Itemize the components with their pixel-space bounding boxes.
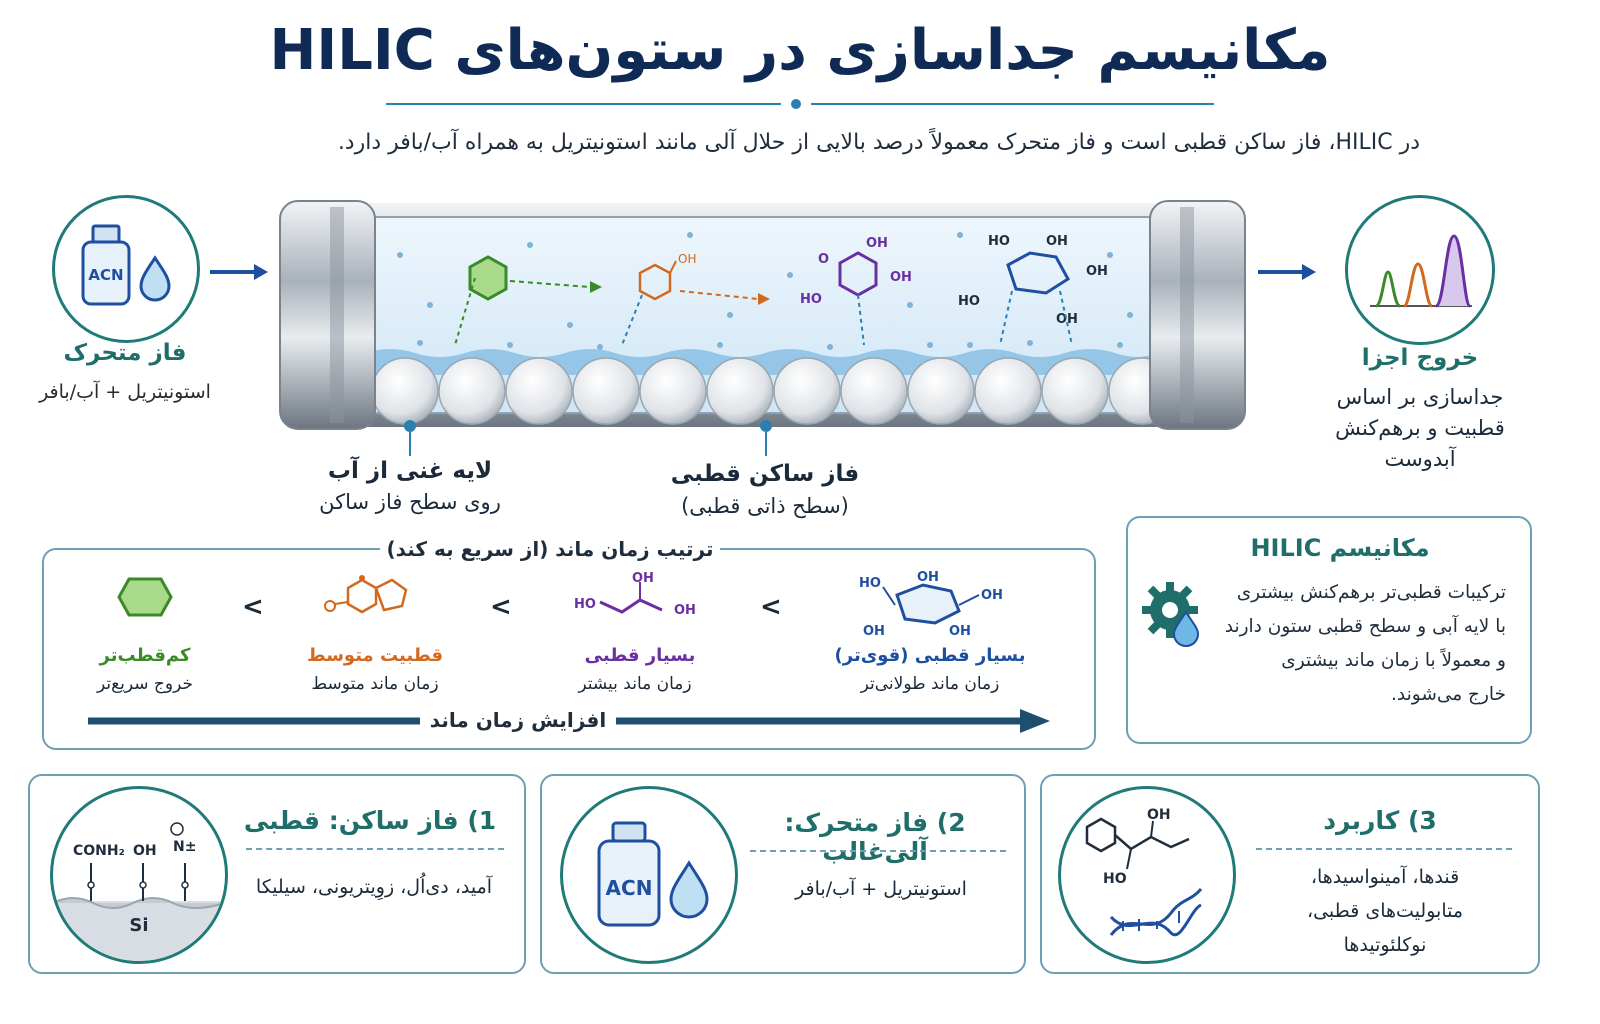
water-bubble [397, 252, 403, 258]
svg-text:OH: OH [981, 588, 1003, 603]
svg-text:HO: HO [958, 294, 980, 309]
svg-text:ACN: ACN [605, 876, 653, 900]
water-bubble [957, 232, 963, 238]
retention-increase-label: افزایش زمان ماند [429, 708, 607, 732]
svg-text:OH: OH [917, 570, 939, 585]
order-separator: < [490, 592, 512, 622]
stationary-bead [975, 358, 1041, 424]
svg-text:OH: OH [890, 270, 912, 285]
stationary-surface-icon-circle [50, 786, 228, 964]
stationary-bead [707, 358, 773, 424]
water-bubble [787, 272, 793, 278]
water-bubble [1027, 340, 1033, 346]
stationary-bead [908, 358, 974, 424]
output-desc-line: قطبیت و برهم‌کنش [1335, 416, 1505, 440]
mechanism-line: و معمولاً با زمان ماند بیشتری [1281, 650, 1506, 671]
svg-text:OH: OH [863, 624, 885, 639]
acn-bottle-icon [55, 198, 197, 340]
stationary-phase-pin [758, 418, 774, 462]
page-title: مکانیسم جداسازی در ستون‌های HILIC [269, 18, 1331, 83]
water-bubble [727, 312, 733, 318]
water-layer-title: لایه غنی از آب [327, 458, 493, 484]
svg-text:O: O [818, 252, 830, 267]
card-2-title: 2) فاز متحرک: آلی‌غالب [784, 808, 966, 866]
card-3-divider [1256, 848, 1512, 850]
svg-text:OH: OH [133, 843, 157, 859]
molecule-dna-icon [1061, 789, 1233, 961]
acn-label: ACN [88, 266, 124, 284]
order-item-desc: زمان ماند طولانی‌تر [860, 674, 1000, 694]
chromatogram-icon [1348, 198, 1492, 342]
svg-text:HO: HO [800, 292, 822, 307]
svg-text:OH: OH [674, 603, 696, 618]
water-layer-pin [402, 418, 418, 462]
svg-text:OH: OH [1046, 234, 1068, 249]
svg-text:Si: Si [129, 915, 149, 936]
water-layer-desc: روی سطح فاز ساکن [319, 490, 501, 514]
card-3-desc-line: قندها، آمینواسیدها، [1310, 866, 1460, 888]
retention-order-title: ترتیب زمان ماند (از سریع به کند) [380, 537, 720, 561]
output-desc-line: جداسازی بر اساس [1336, 385, 1504, 409]
page-subtitle: در HILIC، فاز ساکن قطبی است و فاز متحرک معمولاً درصد بالایی از حلال آلی مانند استونیتریل به همراه آب/بافر دارد. [337, 130, 1420, 155]
svg-text:HO: HO [988, 234, 1010, 249]
mechanism-title: مکانیسم HILIC [1250, 534, 1430, 562]
svg-text:HO: HO [859, 576, 881, 591]
output-arrow [1258, 262, 1318, 286]
stationary-bead [573, 358, 639, 424]
mechanism-line: خارج می‌شوند. [1391, 684, 1506, 705]
water-bubble [527, 242, 533, 248]
svg-text:HO: HO [574, 597, 596, 612]
water-bubble [427, 302, 433, 308]
card-3-title: 3) کاربرد [1323, 806, 1437, 835]
card-2-divider [750, 850, 1006, 852]
svg-text:OH: OH [1147, 807, 1171, 823]
mobile-phase-desc: استونیتریل + آب/بافر [39, 381, 211, 403]
mobile-phase-title: فاز متحرک [63, 340, 187, 366]
water-bubble [417, 340, 423, 346]
svg-text:OH: OH [949, 624, 971, 639]
card-1-title: 1) فاز ساکن: قطبی [243, 806, 497, 835]
order-separator: < [760, 592, 782, 622]
mechanism-line: با لایه آبی و سطح قطبی ستون دارند [1224, 616, 1506, 637]
stationary-bead [506, 358, 572, 424]
water-bubble [597, 344, 603, 350]
svg-text:OH: OH [1056, 312, 1078, 327]
water-bubble [507, 342, 513, 348]
water-bubble [827, 344, 833, 350]
svg-text:CONH₂: CONH₂ [73, 843, 125, 859]
order-item-title: کم‌قطب‌تر [99, 645, 191, 666]
svg-text:OH: OH [632, 571, 654, 586]
very-polar-strong-molecule-icon [855, 565, 1035, 649]
mobile-phase-card-icon-circle [560, 786, 738, 964]
order-item-desc: خروج سریع‌تر [97, 674, 193, 694]
water-bubble [1117, 342, 1123, 348]
card-1-divider [246, 848, 504, 850]
water-bubble [687, 232, 693, 238]
order-separator: < [242, 592, 264, 622]
water-bubble [967, 342, 973, 348]
water-bubble [1127, 312, 1133, 318]
stationary-bead [439, 358, 505, 424]
svg-text:HO: HO [1103, 871, 1127, 887]
stationary-bead [1042, 358, 1108, 424]
order-item-title: بسیار قطبی [584, 645, 696, 666]
card-3-desc [1250, 860, 1520, 962]
silica-surface-icon [53, 789, 225, 961]
stationary-bead [841, 358, 907, 424]
water-bubble [907, 302, 913, 308]
svg-text:N±: N± [173, 839, 197, 855]
output-desc [1300, 382, 1540, 475]
stationary-bead [640, 358, 706, 424]
gear-water-drop-icon [1140, 578, 1210, 654]
mobile-phase-icon-circle [52, 195, 200, 343]
chromatogram-icon-circle [1345, 195, 1495, 345]
stationary-phase-title: فاز ساکن قطبی [670, 461, 860, 487]
svg-text:OH: OH [1086, 264, 1108, 279]
card-3-desc-line: متابولیت‌های قطبی، [1306, 900, 1464, 922]
stationary-bead [372, 358, 438, 424]
water-bubble [927, 342, 933, 348]
medium-polarity-molecule-icon [318, 572, 428, 636]
svg-text:OH: OH [866, 236, 888, 251]
hilic-column [270, 195, 1255, 435]
card-1-desc: آمید، دی‌اُل، زوِیتریونی، سیلیکا [255, 876, 493, 898]
title-underline [386, 103, 1214, 106]
card-2-desc: استونیتریل + آب/بافر [795, 878, 967, 900]
order-item-title: قطبیت متوسط [306, 645, 444, 666]
water-bubble [1107, 252, 1113, 258]
very-polar-molecule-icon [570, 570, 710, 634]
water-bubble [717, 342, 723, 348]
low-polarity-hexagon-icon [115, 575, 175, 629]
order-item-title: بسیار قطبی (قوی‌تر) [834, 645, 1026, 666]
svg-text:OH: OH [678, 252, 697, 266]
mechanism-line: ترکیبات قطبی‌تر برهم‌کنش بیشتری [1236, 582, 1506, 603]
order-item-desc: زمان ماند بیشتر [578, 674, 692, 694]
acn-bottle-large-icon [563, 789, 735, 961]
stationary-phase-desc: (سطح ذاتی قطبی) [681, 494, 849, 518]
mechanism-text [1218, 576, 1506, 712]
application-icon-circle [1058, 786, 1236, 964]
order-item-desc: زمان ماند متوسط [311, 674, 439, 694]
mobile-phase-arrow [210, 262, 270, 286]
water-bubble [567, 322, 573, 328]
output-title: خروج اجزا [1361, 345, 1479, 371]
output-desc-line: آبدوست [1384, 447, 1456, 471]
stationary-bead [774, 358, 840, 424]
card-3-desc-line: نوکلئوتیدها [1343, 934, 1427, 956]
